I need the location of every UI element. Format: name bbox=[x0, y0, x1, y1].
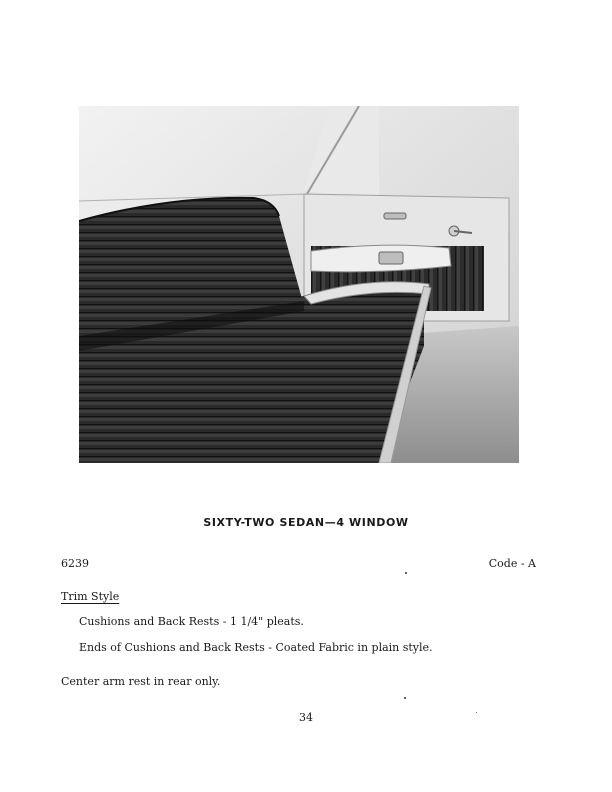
interior-photo bbox=[79, 106, 519, 463]
arm-rest-note: Center arm rest in rear only. bbox=[61, 675, 221, 688]
spec-ends: Ends of Cushions and Back Rests - Coated Fabric in plain style. bbox=[79, 641, 433, 654]
spec-cushions: Cushions and Back Rests - 1 1/4" pleats. bbox=[79, 615, 304, 628]
model-number: 6239 bbox=[61, 557, 89, 570]
scan-speck bbox=[405, 572, 407, 574]
trim-code: Code - A bbox=[488, 557, 536, 570]
photo-caption: SIXTY-TWO SEDAN—4 WINDOW bbox=[203, 516, 409, 529]
scan-speck bbox=[404, 697, 406, 699]
trim-style-heading: Trim Style bbox=[61, 590, 120, 603]
scan-speck bbox=[476, 712, 477, 713]
page-number: 34 bbox=[299, 711, 313, 724]
rear-seat-illustration bbox=[79, 106, 519, 463]
